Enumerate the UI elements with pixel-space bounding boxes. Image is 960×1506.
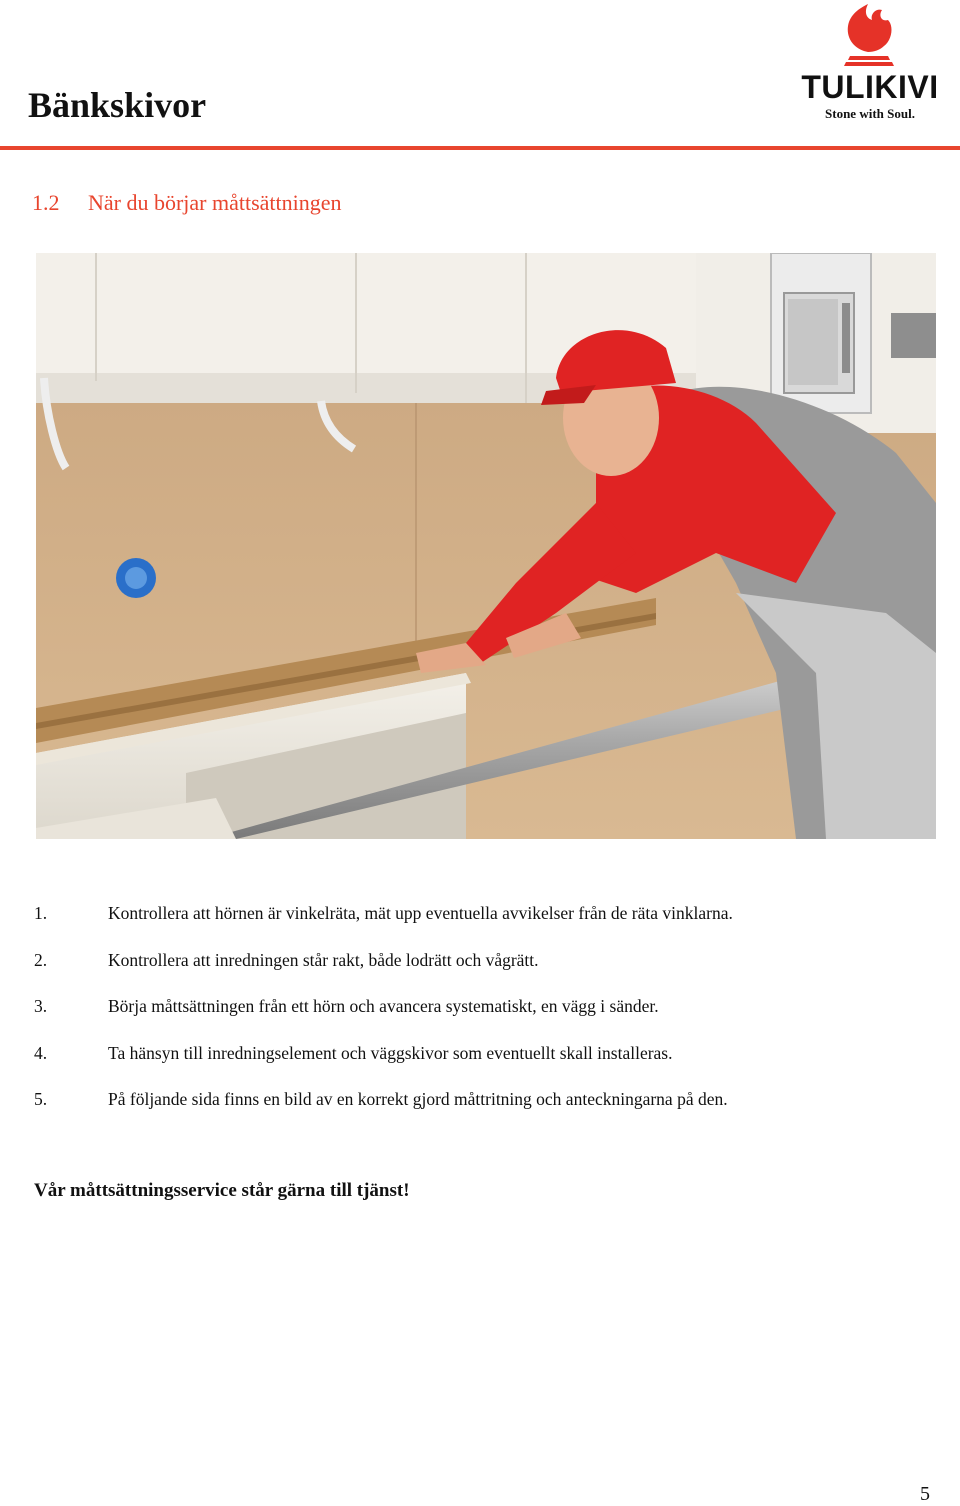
section-title: När du börjar måttsättningen <box>88 190 342 215</box>
page-number: 5 <box>920 1483 930 1505</box>
step-number: 1. <box>34 903 48 923</box>
list-item <box>34 945 934 992</box>
list-item <box>34 1084 934 1131</box>
step-text: Börja måttsättningen från ett hörn och avancera systematiskt, en vägg i sänder. <box>108 996 659 1016</box>
flame-stone-icon <box>790 0 950 125</box>
list-item <box>34 898 934 945</box>
steps-list <box>34 898 934 1131</box>
step-text: På följande sida finns en bild av en korrekt gjord måttritning och anteckningarna på den. <box>108 1089 728 1109</box>
step-number: 4. <box>34 1042 48 1063</box>
section-heading <box>32 190 342 216</box>
list-item <box>34 991 934 1038</box>
step-text: Ta hänsyn till inredningselement och väggskivor som eventuellt skall installeras. <box>108 1042 673 1063</box>
step-number: 5. <box>34 1089 48 1109</box>
header-rule <box>0 146 960 150</box>
tulikivi-logo <box>790 0 950 125</box>
svg-text:TULIKIVI: TULIKIVI <box>801 69 939 105</box>
section-number: 1.2 <box>32 190 60 215</box>
step-text: Kontrollera att hörnen är vinkelräta, mät upp eventuella avvikelser från de räta vinklarna. <box>108 903 733 923</box>
svg-text:Stone with Soul.: Stone with Soul. <box>825 106 915 121</box>
page-title: Bänkskivor <box>28 85 207 125</box>
list-item <box>34 1038 934 1085</box>
step-text: Kontrollera att inredningen står rakt, både lodrätt och vågrätt. <box>108 949 539 970</box>
kitchen-installer-photo <box>36 253 936 839</box>
step-number: 2. <box>34 949 48 970</box>
closing-note: Vår måttsättningsservice står gärna till tjänst! <box>34 1180 410 1201</box>
step-number: 3. <box>34 996 48 1016</box>
